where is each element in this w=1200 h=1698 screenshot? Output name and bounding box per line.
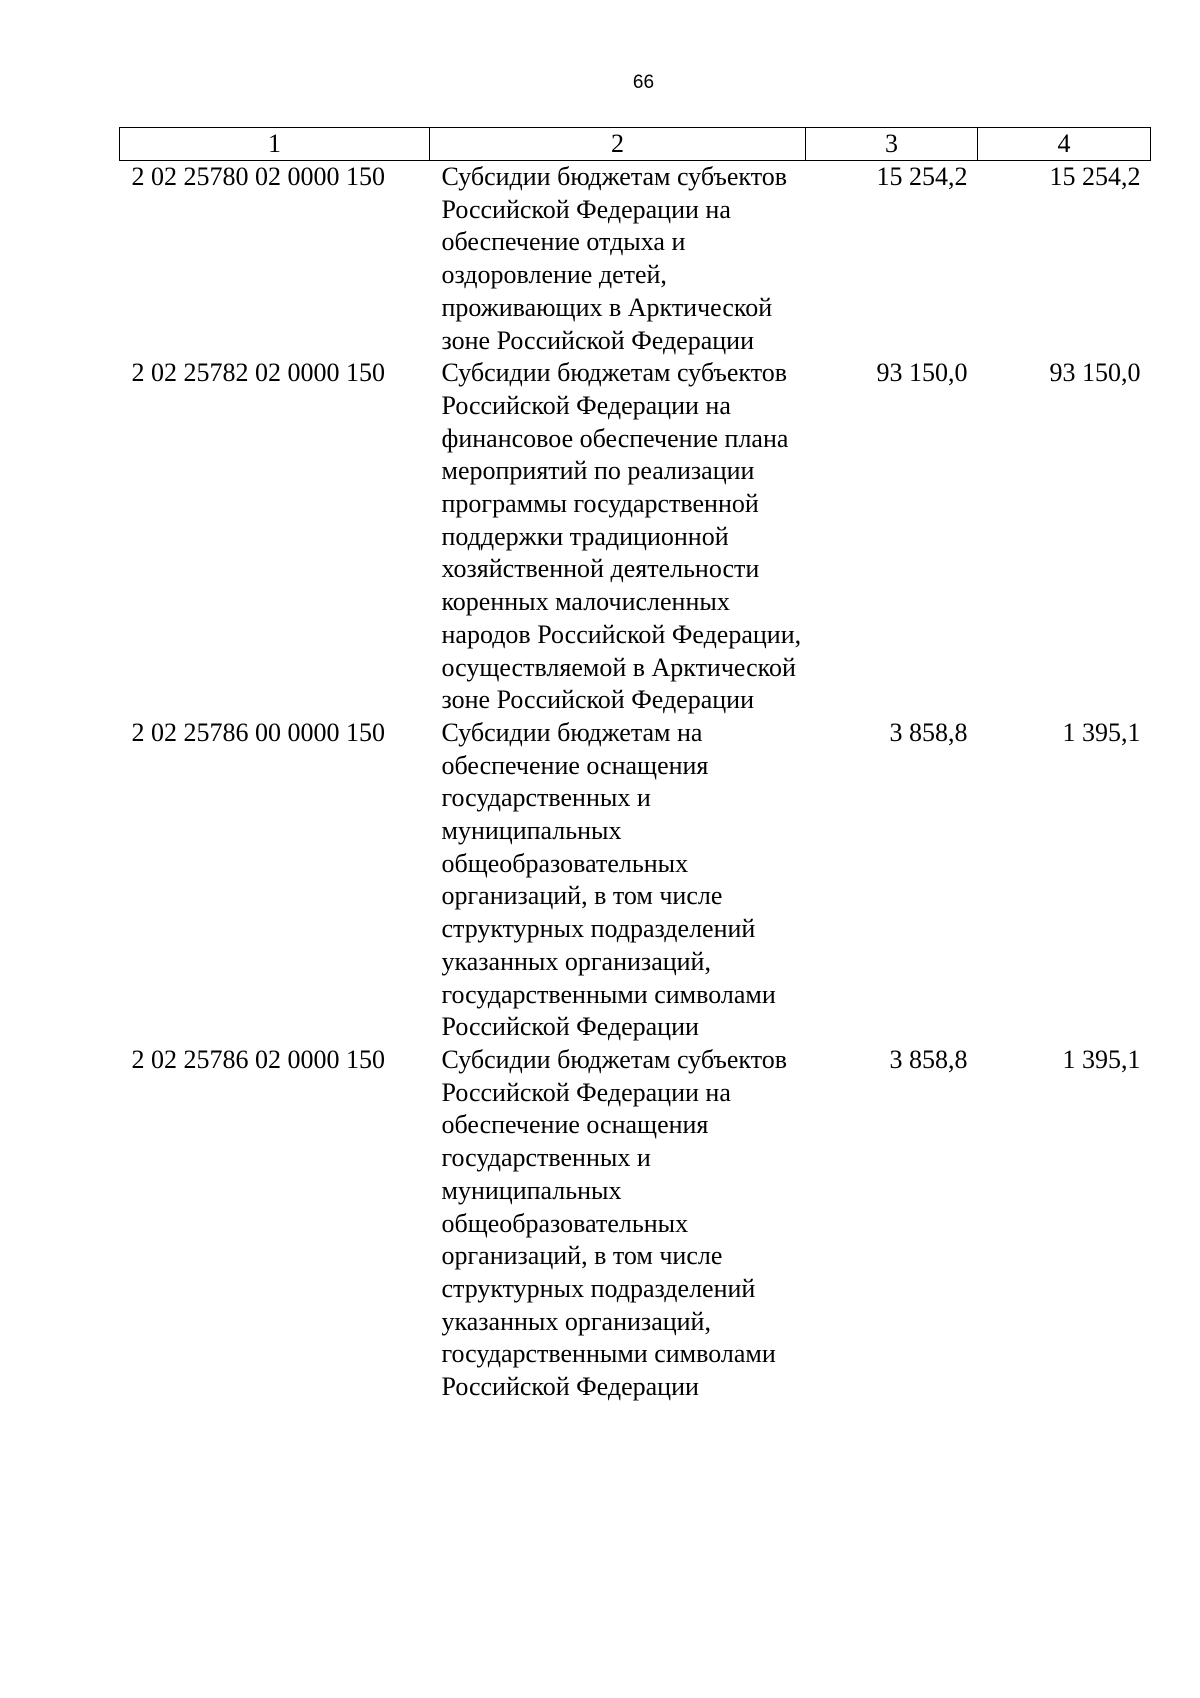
item-name: Субсидии бюджетам субъектов Российской Федерации на обеспечение оснащения государственных и муниципальных общеобразовательных организаций, в том числе структурных подразделений указанных организаций, государственными символами Российской Федерации xyxy=(441,1044,787,1402)
table-header xyxy=(120,128,1151,161)
column-header-4: 4 xyxy=(978,128,1151,161)
table-row xyxy=(120,1044,1151,1404)
header-row xyxy=(120,128,1151,161)
budget-table xyxy=(119,127,1151,1404)
budget-code: 2 02 25782 02 0000 150 xyxy=(131,358,385,388)
item-name: Субсидии бюджетам субъектов Российской Федерации на обеспечение отдыха и оздоровление детей, проживающих в Арктической зоне Российской Федерации xyxy=(441,162,787,355)
amount-col3: 3 858,8 xyxy=(889,717,968,747)
amount-col3: 93 150,0 xyxy=(876,358,968,388)
amount-col3: 15 254,2 xyxy=(876,162,968,191)
amount-col4: 1 395,1 xyxy=(1062,717,1141,747)
item-name: Субсидии бюджетам субъектов Российской Федерации на финансовое обеспечение плана мероприятий по реализации программы государственной поддержки традиционной хозяйственной деятельности коренных малочисленных народов Российской Федерации, осуществляемой в Арктической зоне Российской Федерации xyxy=(441,358,802,715)
table-body xyxy=(120,161,1151,1404)
column-header-2: 2 xyxy=(430,128,806,161)
budget-code: 2 02 25786 02 0000 150 xyxy=(131,1044,385,1074)
budget-code: 2 02 25780 02 0000 150 xyxy=(131,162,385,191)
column-header-3: 3 xyxy=(806,128,978,161)
amount-col3: 3 858,8 xyxy=(889,1044,968,1074)
amount-col4: 1 395,1 xyxy=(1062,1044,1141,1074)
item-name: Субсидии бюджетам на обеспечение оснащения государственных и муниципальных общеобразовательных организаций, в том числе структурных подразделений указанных организаций, государственными символами Российской Федерации xyxy=(441,717,776,1042)
budget-code: 2 02 25786 00 0000 150 xyxy=(131,717,385,747)
table-row xyxy=(120,357,1151,717)
column-header-1: 1 xyxy=(120,128,430,161)
table-row xyxy=(120,161,1151,358)
table-row xyxy=(120,717,1151,1044)
amount-col4: 93 150,0 xyxy=(1049,358,1141,388)
page-number: 66 xyxy=(632,72,655,93)
amount-col4: 15 254,2 xyxy=(1049,162,1141,191)
